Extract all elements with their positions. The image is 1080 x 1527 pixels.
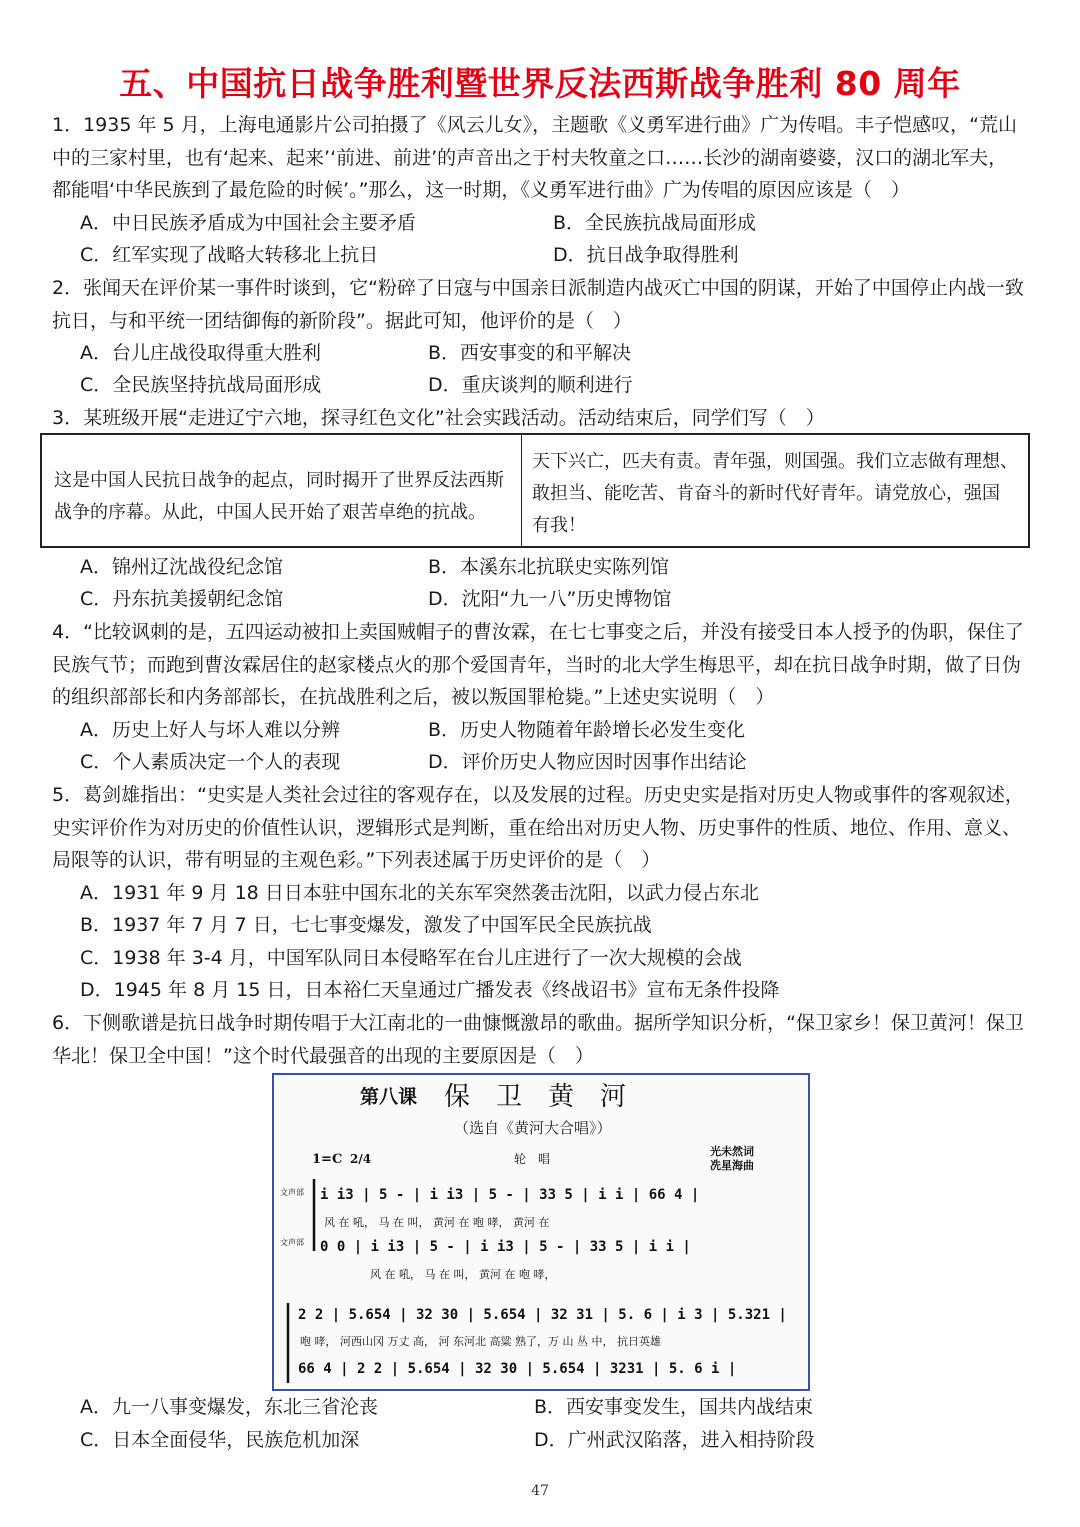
question-line: 6．下侧歌谱是抗日战争时期传唱于大江南北的一曲慷慨激昂的歌曲。据所学知识分析，“保卫家乡！保卫黄河！保卫	[52, 1012, 1024, 1034]
score-lesson: 第八课	[360, 1086, 418, 1108]
music-score	[274, 1075, 808, 1389]
q3-option-d: D．沈阳“九一八”历史博物馆	[428, 588, 672, 610]
question-line: 3．某班级开展“走进辽宁六地，探寻红色文化”社会实践活动。活动结束后，同学们写（ ）	[52, 407, 825, 429]
page-number: 47	[531, 1483, 549, 1499]
material-line: 这是中国人民抗日战争的起点，同时揭开了世界反法西斯	[54, 470, 504, 491]
notes-row-2: 0 0 | i i3 | 5 - | i i3 | 5 - | 33 5 | i i |	[320, 1239, 691, 1255]
question-line: 民族气节；而跑到曹汝霖居住的赵家楼点火的那个爱国青年，当时的北大学生梅思平，却在抗日战争时期，做了日伪	[52, 653, 1022, 676]
notes-row-1: i i3 | 5 - | i i3 | 5 - | 33 5 | i i | 66 4 |	[320, 1187, 700, 1203]
question-3	[52, 402, 1032, 435]
question-1	[52, 109, 1032, 207]
q2-option-d: D．重庆谈判的顺利进行	[428, 374, 633, 396]
q3-option-b: B．本溪东北抗联史实陈列馆	[428, 556, 670, 578]
section-title: 五、中国抗日战争胜利暨世界反法西斯战争胜利 80 周年	[119, 64, 961, 103]
q1-option-b: B．全民族抗战局面形成	[553, 212, 757, 234]
q3-option-a: A．锦州辽沈战役纪念馆	[80, 556, 283, 578]
q5-option-a: A．1931 年 9 月 18 日日本驻中国东北的关东军突然袭击沈阳，以武力侵占东北	[80, 882, 759, 904]
q5-option-d: D．1945 年 8 月 15 日，日本裕仁天皇通过广播发表《终战诏书》宣布无条件投降	[80, 979, 780, 1001]
q4-option-a: A．历史上好人与坏人难以分辨	[80, 719, 340, 741]
q5-option-b: B．1937 年 7 月 7 日，七七事变爆发，激发了中国军民全民族抗战	[80, 914, 652, 936]
material-line: 有我！	[532, 515, 586, 536]
score-key: 1=C	[312, 1152, 343, 1167]
lyrics-row-3: 咆 哮， 河西山冈 万丈 高， 河 东河北 高粱 熟了，万 山 丛 中， 抗日英雄	[300, 1335, 661, 1348]
q4-option-b: B．历史人物随着年龄增长必发生变化	[428, 719, 746, 741]
lyrics-row-2: 风 在 吼， 马 在 叫， 黄河 在 咆 哮，	[370, 1268, 556, 1281]
q1-option-c: C．红军实现了战略大转移北上抗日	[80, 244, 379, 266]
question-line: 2．张闻天在评价某一事件时谈到，它“粉碎了日寇与中国亲日派制造内战灭亡中国的阴谋，开始了中国停止内战一致	[52, 277, 1024, 299]
notes-row-4: 66 4 | 2 2 | 5.654 | 32 30 | 5.654 | 3231 | 5. 6 i |	[298, 1361, 737, 1377]
q3-material-table	[40, 433, 1030, 548]
q6-option-d: D．广州武汉陷落，进入相持阶段	[534, 1429, 815, 1451]
q5-option-c: C．1938 年 3-4 月，中国军队同日本侵略军在台儿庄进行了一次大规模的会战	[80, 947, 742, 969]
notes-row-3: 2 2 | 5.654 | 32 30 | 5.654 | 32 31 | 5. 6 | i 3 | 5.321 |	[298, 1307, 787, 1323]
q2-option-c: C．全民族坚持抗战局面形成	[80, 374, 322, 396]
lyrics-row-1: 风 在 吼， 马 在 叫， 黄河 在 咆 哮， 黄河 在	[324, 1216, 550, 1229]
voice-label: 文声部	[280, 1188, 304, 1197]
score-mode: 轮 唱	[514, 1152, 551, 1166]
question-line: 1．1935 年 5 月，上海电通影片公司拍摄了《风云儿女》，主题歌《义勇军进行曲》广为传唱。丰子恺感叹，“荒山	[52, 114, 1017, 136]
question-line: 中的三家村里，也有‘起来、起来’‘前进、前进’的声音出之于村夫牧童之口……长沙的湖南婆婆，汉口的湖北军夫，	[52, 146, 1008, 169]
material-line: 天下兴亡，匹夫有责。青年强，则国强。我们立志做有理想、	[532, 451, 1018, 472]
question-6	[52, 1007, 1032, 1072]
q1-option-a: A．中日民族矛盾成为中国社会主要矛盾	[80, 212, 416, 234]
question-line: 的组织部部长和内务部部长，在抗战胜利之后，被以叛国罪枪毙。”上述史实说明（ ）	[52, 686, 775, 709]
material-line: 战争的序幕。从此，中国人民开始了艰苦卓绝的抗战。	[54, 502, 486, 523]
score-lyricist: 光未然词	[710, 1145, 754, 1158]
question-5	[52, 779, 1032, 877]
q6-option-a: A．九一八事变爆发，东北三省沦丧	[80, 1396, 378, 1418]
q2-option-a: A．台儿庄战役取得重大胜利	[80, 342, 321, 364]
question-line: 史实评价作为对历史的价值性认识，逻辑形式是判断，重在给出对历史人物、历史事件的性质、地位、作用、意义、	[52, 816, 1022, 839]
question-line: 局限等的认识，带有明显的主观色彩。”下列表述属于历史评价的是（ ）	[52, 849, 661, 872]
q3-material-right	[522, 435, 1028, 546]
material-line: 敢担当、能吃苦、肯奋斗的新时代好青年。请党放心，强国	[532, 483, 1000, 504]
question-4	[52, 616, 1032, 714]
question-line: 5．葛剑雄指出：“史实是人类社会过往的客观存在，以及发展的过程。历史史实是指对历史人物或事件的客观叙述，	[52, 784, 1024, 806]
question-line: 抗日，与和平统一团结御侮的新阶段”。据此可知，他评价的是（ ）	[52, 309, 632, 332]
q2-option-b: B．西安事变的和平解决	[428, 342, 632, 364]
question-2	[52, 272, 1032, 337]
question-line: 4．“比较讽刺的是，五四运动被扣上卖国贼帽子的曹汝霖，在七七事变之后，并没有接受日本人授予的伪职，保住了	[52, 621, 1024, 643]
q6-option-b: B．西安事变发生，国共内战结束	[534, 1396, 814, 1418]
question-line: 都能唱‘中华民族到了最危险的时候’。”那么，这一时期，《义勇军进行曲》广为传唱的原因应该是（ ）	[52, 179, 910, 202]
question-line: 华北！保卫全中国！”这个时代最强音的出现的主要原因是（ ）	[52, 1044, 594, 1067]
q3-option-c: C．丹东抗美援朝纪念馆	[80, 588, 284, 610]
score-song-title: 保 卫 黄 河	[444, 1082, 627, 1112]
music-score-image	[272, 1073, 810, 1391]
score-source: （选自《黄河大合唱》）	[454, 1119, 612, 1137]
q3-material-left	[42, 435, 522, 546]
q4-option-d: D．评价历史人物应因时因事作出结论	[428, 751, 747, 773]
q1-option-d: D．抗日战争取得胜利	[553, 244, 739, 266]
score-composer: 冼星海曲	[710, 1159, 754, 1172]
voice-label: 文声部	[280, 1238, 304, 1247]
q4-option-c: C．个人素质决定一个人的表现	[80, 751, 341, 773]
score-time: 2/4	[350, 1152, 372, 1166]
q6-option-c: C．日本全面侵华，民族危机加深	[80, 1429, 360, 1451]
